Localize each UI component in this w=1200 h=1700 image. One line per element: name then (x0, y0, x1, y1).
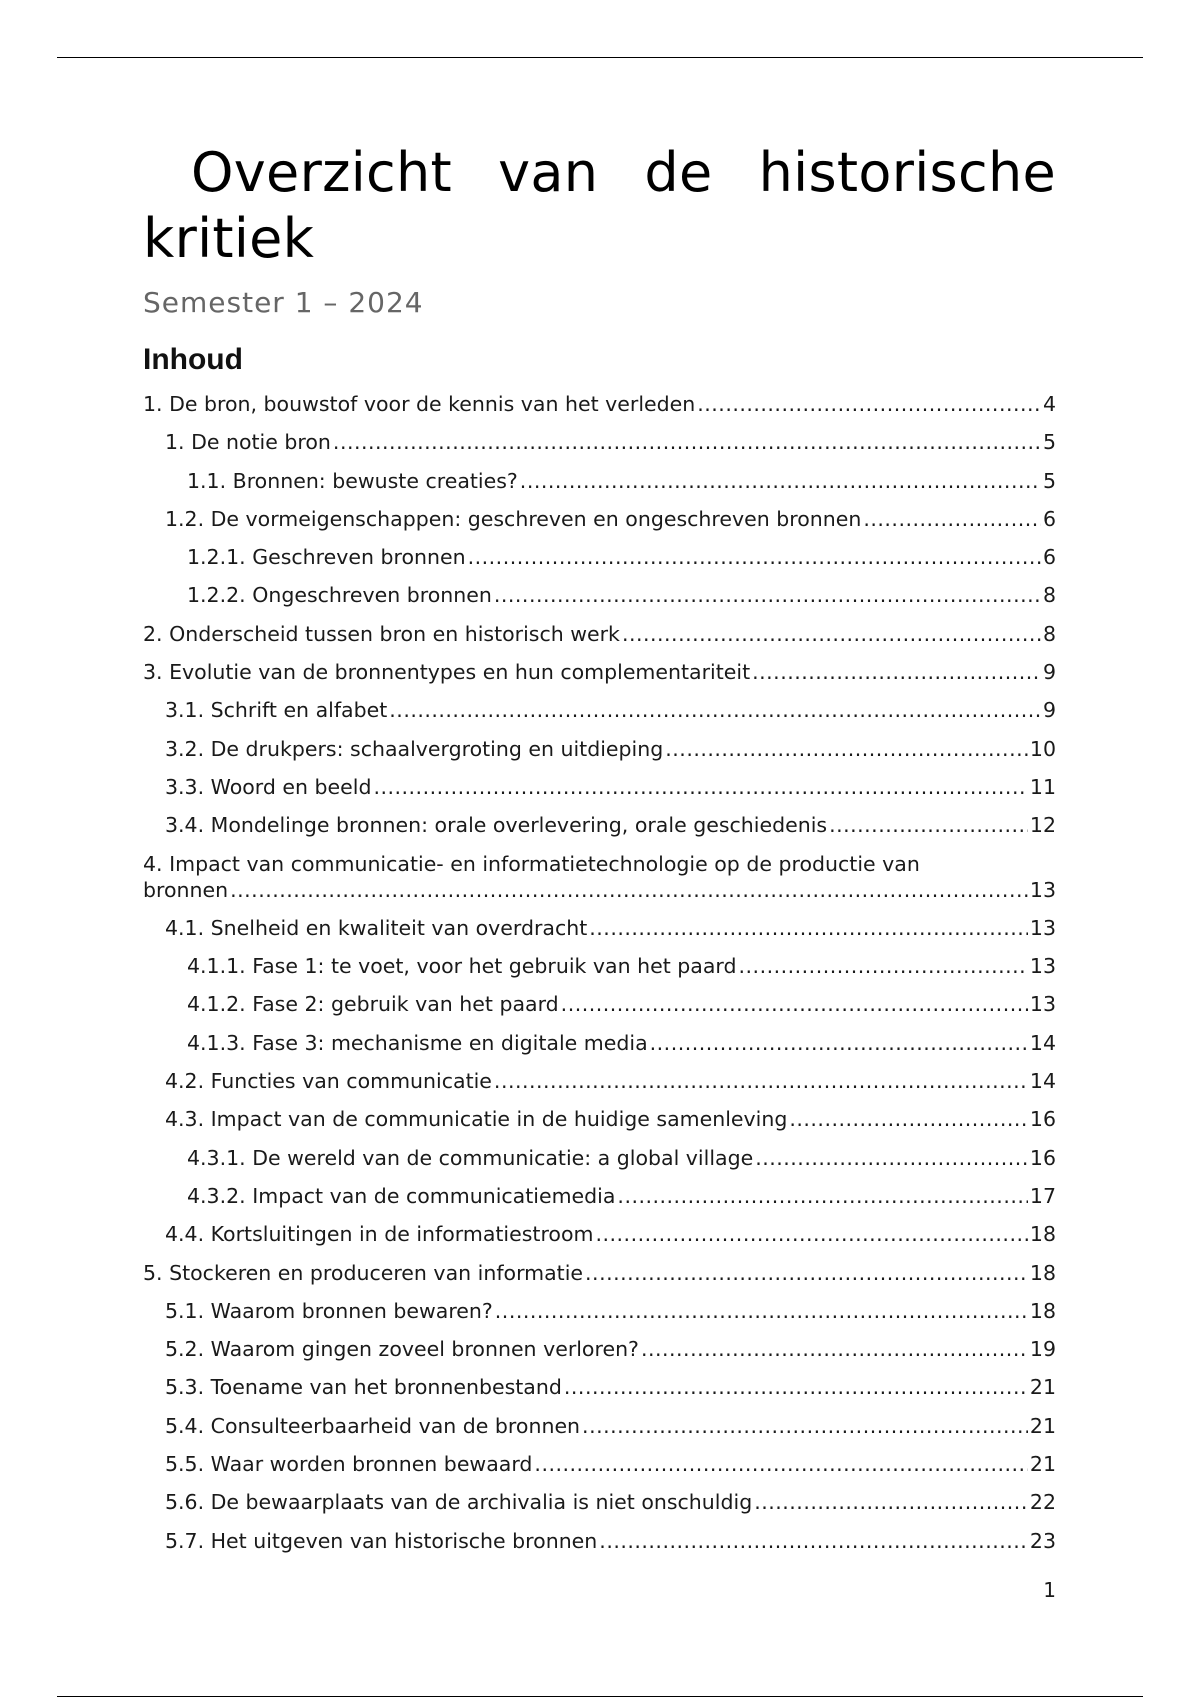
toc-entry-page: 4 (1042, 392, 1056, 416)
toc-entry-page: 11 (1029, 774, 1056, 799)
toc-entry-page: 14 (1029, 1069, 1056, 1094)
page-number: 1 (1043, 1578, 1056, 1602)
toc-entry-title: 1. De bron, bouwstof voor de kennis van het verleden (143, 392, 696, 416)
toc-dot-leader (494, 1068, 1028, 1094)
toc-entry-title: 4.3. Impact van de communicatie in de huidige samenleving (165, 1107, 788, 1132)
toc-entry-page: 12 (1029, 813, 1056, 838)
toc-dot-leader (599, 1528, 1028, 1554)
toc-entry-title: 5.7. Het uitgeven van historische bronnen (165, 1528, 598, 1553)
toc-entry-page: 21 (1029, 1375, 1056, 1400)
toc-dot-leader (564, 1374, 1028, 1400)
toc-dot-leader (561, 991, 1028, 1017)
toc-entry-page: 13 (1029, 992, 1056, 1017)
toc-dot-leader (617, 1183, 1027, 1209)
toc-dot-leader (863, 506, 1041, 532)
toc-entry-title-line1: 4. Impact van communicatie- en informatietechnologie op de productie van (143, 851, 920, 876)
toc-entry-title: 5.5. Waar worden bronnen bewaard (165, 1452, 533, 1477)
toc-entry-page: 9 (1042, 660, 1056, 685)
toc-entry-title: 4.2. Functies van communicatie (165, 1069, 492, 1094)
toc-dot-leader (739, 953, 1028, 979)
toc-entry[interactable] (143, 1413, 1056, 1439)
toc-entry-title: 4.3.2. Impact van de communicatiemedia (187, 1183, 616, 1208)
toc-entry-title: 1.2.2. Ongeschreven bronnen (187, 583, 492, 608)
toc-entry-page: 6 (1042, 506, 1056, 531)
toc-entry[interactable] (143, 582, 1056, 608)
toc-dot-leader (754, 1489, 1028, 1515)
toc-entry-page: 18 (1029, 1260, 1056, 1285)
toc-entry-page: 5 (1042, 468, 1056, 493)
toc-entry-title: 5. Stockeren en produceren van informatie (143, 1260, 584, 1285)
toc-entry[interactable] (143, 506, 1056, 532)
toc-dot-leader (468, 544, 1041, 570)
toc-heading: Inhoud (143, 343, 243, 376)
toc-entry-title: 4.4. Kortsluitingen in de informatiestroom (165, 1222, 594, 1247)
toc-entry-title: 1. De notie bron (165, 430, 331, 455)
toc-entry[interactable] (143, 1298, 1056, 1324)
toc-entry[interactable] (143, 991, 1056, 1017)
toc-entry[interactable] (143, 544, 1056, 570)
document-subtitle: Semester 1 – 2024 (143, 286, 424, 319)
toc-entry-page: 21 (1029, 1452, 1056, 1477)
toc-entry-page: 22 (1029, 1490, 1056, 1515)
footer-rule (57, 1696, 1143, 1697)
toc-entry[interactable] (143, 1260, 1056, 1286)
toc-entry-title: 3.3. Woord en beeld (165, 774, 372, 799)
table-of-contents (143, 391, 1056, 1554)
toc-entry-page: 19 (1029, 1337, 1056, 1362)
toc-entry[interactable] (143, 1183, 1056, 1209)
toc-entry-page: 13 (1029, 877, 1056, 902)
toc-entry[interactable] (143, 1106, 1056, 1132)
toc-entry[interactable] (143, 851, 1056, 903)
toc-dot-leader (389, 697, 1041, 723)
toc-entry[interactable] (143, 1336, 1056, 1362)
toc-entry-title: 3.4. Mondelinge bronnen: orale overlevering, orale geschiedenis (165, 813, 828, 838)
toc-entry-page: 18 (1029, 1222, 1056, 1247)
toc-entry[interactable] (143, 1374, 1056, 1400)
toc-entry-page: 17 (1029, 1183, 1056, 1208)
toc-entry-title-line2: bronnen (143, 877, 229, 902)
toc-entry-title: 2. Onderscheid tussen bron en historisch werk (143, 621, 620, 646)
toc-entry-page: 13 (1029, 915, 1056, 940)
toc-entry-title: 5.3. Toename van het bronnenbestand (165, 1375, 562, 1400)
toc-dot-leader (697, 391, 1041, 417)
toc-entry[interactable] (143, 1145, 1056, 1171)
toc-entry-page: 18 (1029, 1298, 1056, 1323)
toc-dot-leader (534, 1451, 1027, 1477)
toc-entry-title: 3.2. De drukpers: schaalvergroting en uitdieping (165, 736, 664, 761)
toc-entry-page: 23 (1029, 1528, 1056, 1553)
toc-dot-leader (495, 1298, 1028, 1324)
toc-entry-page: 21 (1029, 1413, 1056, 1438)
header-rule (57, 57, 1143, 58)
toc-entry-title: 1.1. Bronnen: bewuste creaties? (187, 468, 518, 493)
toc-dot-leader (789, 1106, 1028, 1132)
toc-entry-page: 9 (1042, 698, 1056, 723)
toc-dot-leader (585, 1260, 1028, 1286)
toc-entry-title: 5.6. De bewaarplaats van de archivalia is niet onschuldig (165, 1490, 753, 1515)
toc-entry[interactable] (143, 1068, 1056, 1094)
toc-entry-page: 5 (1042, 430, 1056, 455)
toc-dot-leader (373, 774, 1027, 800)
toc-entry-title: 5.1. Waarom bronnen bewaren? (165, 1298, 493, 1323)
toc-entry[interactable] (143, 774, 1056, 800)
toc-dot-leader (230, 877, 1028, 903)
toc-entry-page: 14 (1029, 1030, 1056, 1055)
toc-dot-leader (641, 1336, 1028, 1362)
toc-entry[interactable] (143, 697, 1056, 723)
toc-dot-leader (595, 1221, 1027, 1247)
toc-entry-title: 4.1.1. Fase 1: te voet, voor het gebruik van het paard (187, 954, 737, 979)
toc-entry-page: 6 (1042, 545, 1056, 570)
toc-entry[interactable] (143, 621, 1056, 647)
toc-dot-leader (665, 736, 1028, 762)
toc-entry-title: 4.1.2. Fase 2: gebruik van het paard (187, 992, 559, 1017)
toc-entry[interactable] (143, 1451, 1056, 1477)
toc-entry-title: 4.1.3. Fase 3: mechanisme en digitale media (187, 1030, 648, 1055)
toc-entry-title: 5.4. Consulteerbaarheid van de bronnen (165, 1413, 581, 1438)
toc-entry-page: 10 (1029, 736, 1056, 761)
document-title: Overzicht van de historische kritiek (143, 141, 1056, 270)
toc-entry[interactable] (143, 1221, 1056, 1247)
toc-entry-page: 13 (1029, 954, 1056, 979)
toc-entry[interactable] (143, 812, 1056, 838)
toc-entry-title: 1.2. De vormeigenschappen: geschreven en ongeschreven bronnen (165, 506, 862, 531)
toc-entry-line2 (143, 877, 1056, 903)
toc-dot-leader (650, 1030, 1028, 1056)
toc-entry[interactable] (143, 736, 1056, 762)
toc-entry-page: 16 (1029, 1107, 1056, 1132)
toc-entry[interactable] (143, 915, 1056, 941)
document-body (143, 140, 1056, 1566)
toc-dot-leader (520, 468, 1041, 494)
toc-dot-leader (752, 659, 1041, 685)
toc-dot-leader (622, 621, 1041, 647)
toc-entry[interactable] (143, 953, 1056, 979)
toc-entry[interactable] (143, 1489, 1056, 1515)
toc-entry[interactable] (143, 1528, 1056, 1554)
toc-entry-title: 4.1. Snelheid en kwaliteit van overdracht (165, 915, 588, 940)
toc-dot-leader (829, 812, 1028, 838)
toc-entry[interactable] (143, 659, 1056, 685)
toc-entry[interactable] (143, 429, 1056, 455)
toc-entry-title: 4.3.1. De wereld van de communicatie: a global village (187, 1145, 754, 1170)
toc-entry-title: 5.2. Waarom gingen zoveel bronnen verloren? (165, 1337, 639, 1362)
toc-dot-leader (494, 582, 1041, 608)
toc-entry-title: 1.2.1. Geschreven bronnen (187, 545, 466, 570)
toc-entry-title: 3.1. Schrift en alfabet (165, 698, 388, 723)
toc-dot-leader (333, 429, 1041, 455)
toc-entry[interactable] (143, 1030, 1056, 1056)
toc-entry-page: 8 (1042, 583, 1056, 608)
toc-entry-page: 8 (1042, 621, 1056, 646)
toc-entry[interactable] (143, 391, 1056, 417)
toc-dot-leader (589, 915, 1028, 941)
toc-dot-leader (755, 1145, 1028, 1171)
toc-entry[interactable] (143, 468, 1056, 494)
toc-entry-page: 16 (1029, 1145, 1056, 1170)
toc-dot-leader (582, 1413, 1028, 1439)
toc-entry-title: 3. Evolutie van de bronnentypes en hun complementariteit (143, 660, 751, 685)
